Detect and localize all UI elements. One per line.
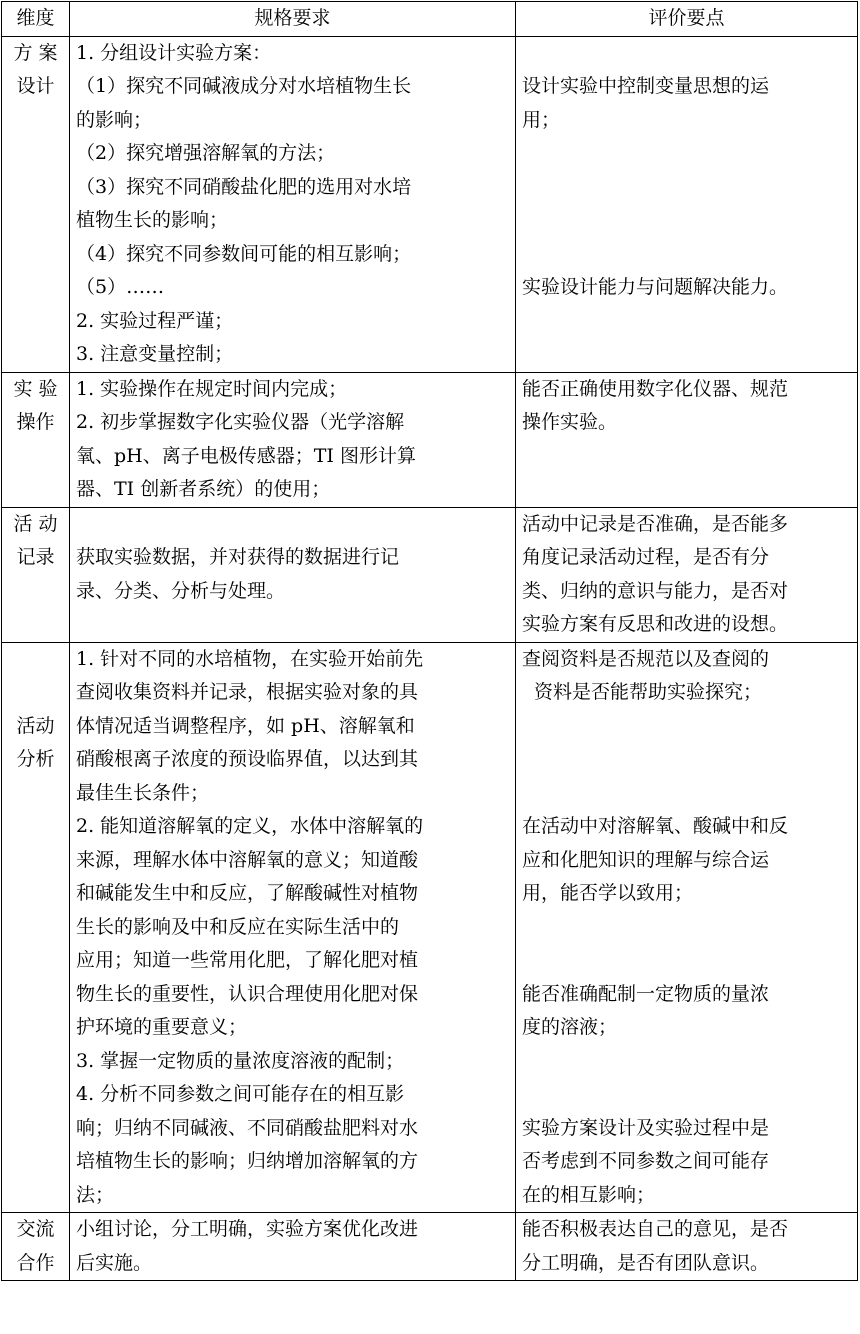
- evaluation-cell: 能否积极表达自己的意见，是否 分工明确，是否有团队意识。: [516, 1213, 858, 1281]
- requirements-cell: 1. 实验操作在规定时间内完成； 2. 初步掌握数字化实验仪器（光学溶解 氧、pH、离子电极传感器；TI 图形计算 器、TI 创新者系统）的使用；: [70, 372, 516, 507]
- table-row: [2, 507, 858, 642]
- table-row: [2, 642, 858, 1213]
- dimension-cell: 实 验 操作: [2, 372, 70, 507]
- requirements-cell: 获取实验数据，并对获得的数据进行记 录、分类、分析与处理。: [70, 507, 516, 642]
- requirements-cell: 1. 分组设计实验方案： （1）探究不同碱液成分对水培植物生长 的影响； （2）探究增强溶解氧的方法； （3）探究不同硝酸盐化肥的选用对水培 植物生长的影响； （4）探究不同参数间可能的相互影响； （5）…… 2. 实验过程严谨； 3. 注意变量控制；: [70, 36, 516, 372]
- dimension-cell: 活 动 记录: [2, 507, 70, 642]
- evaluation-cell: 活动中记录是否准确，是否能多 角度记录活动过程，是否有分 类、归纳的意识与能力，是否对 实验方案有反思和改进的设想。: [516, 507, 858, 642]
- dimension-cell: 方 案 设计: [2, 36, 70, 372]
- table-row: [2, 372, 858, 507]
- requirements-cell: 1. 针对不同的水培植物，在实验开始前先 查阅收集资料并记录，根据实验对象的具 体情况适当调整程序，如 pH、溶解氧和 硝酸根离子浓度的预设临界值，以达到其 最佳生长条件； 2. 能知道溶解氧的定义，水体中溶解氧的 来源，理解水体中溶解氧的意义；知道酸 和碱能发生中和反应，了解酸碱性对植物 生长的影响及中和反应在实际生活中的 应用；知道一些常用化肥，了解化肥对植 物生长的重要性，认识合理使用化肥对保 护环境的重要意义； 3. 掌握一定物质的量浓度溶液的配制； 4. 分析不同参数之间可能存在的相互影 响；归纳不同碱液、不同硝酸盐肥料对水 培植物生长的影响；归纳增加溶解氧的方 法；: [70, 642, 516, 1213]
- header-evaluation: 评价要点: [516, 2, 858, 37]
- dimension-cell: 交流 合作: [2, 1213, 70, 1281]
- evaluation-rubric-table: [1, 1, 858, 1281]
- evaluation-cell: 设计实验中控制变量思想的运 用； 实验设计能力与问题解决能力。: [516, 36, 858, 372]
- table-row: [2, 36, 858, 372]
- evaluation-cell: 能否正确使用数字化仪器、规范 操作实验。: [516, 372, 858, 507]
- requirements-cell: 小组讨论，分工明确，实验方案优化改进 后实施。: [70, 1213, 516, 1281]
- dimension-cell: 活动 分析: [2, 642, 70, 1213]
- table-row: [2, 1213, 858, 1281]
- header-row: [2, 2, 858, 37]
- header-requirements: 规格要求: [70, 2, 516, 37]
- evaluation-cell: 查阅资料是否规范以及查阅的 资料是否能帮助实验探究； 在活动中对溶解氧、酸碱中和反 应和化肥知识的理解与综合运 用，能否学以致用； 能否准确配制一定物质的量浓 度的溶液； 实验方案设计及实验过程中是 否考虑到不同参数之间可能存 在的相互影响；: [516, 642, 858, 1213]
- header-dimension: 维度: [2, 2, 70, 37]
